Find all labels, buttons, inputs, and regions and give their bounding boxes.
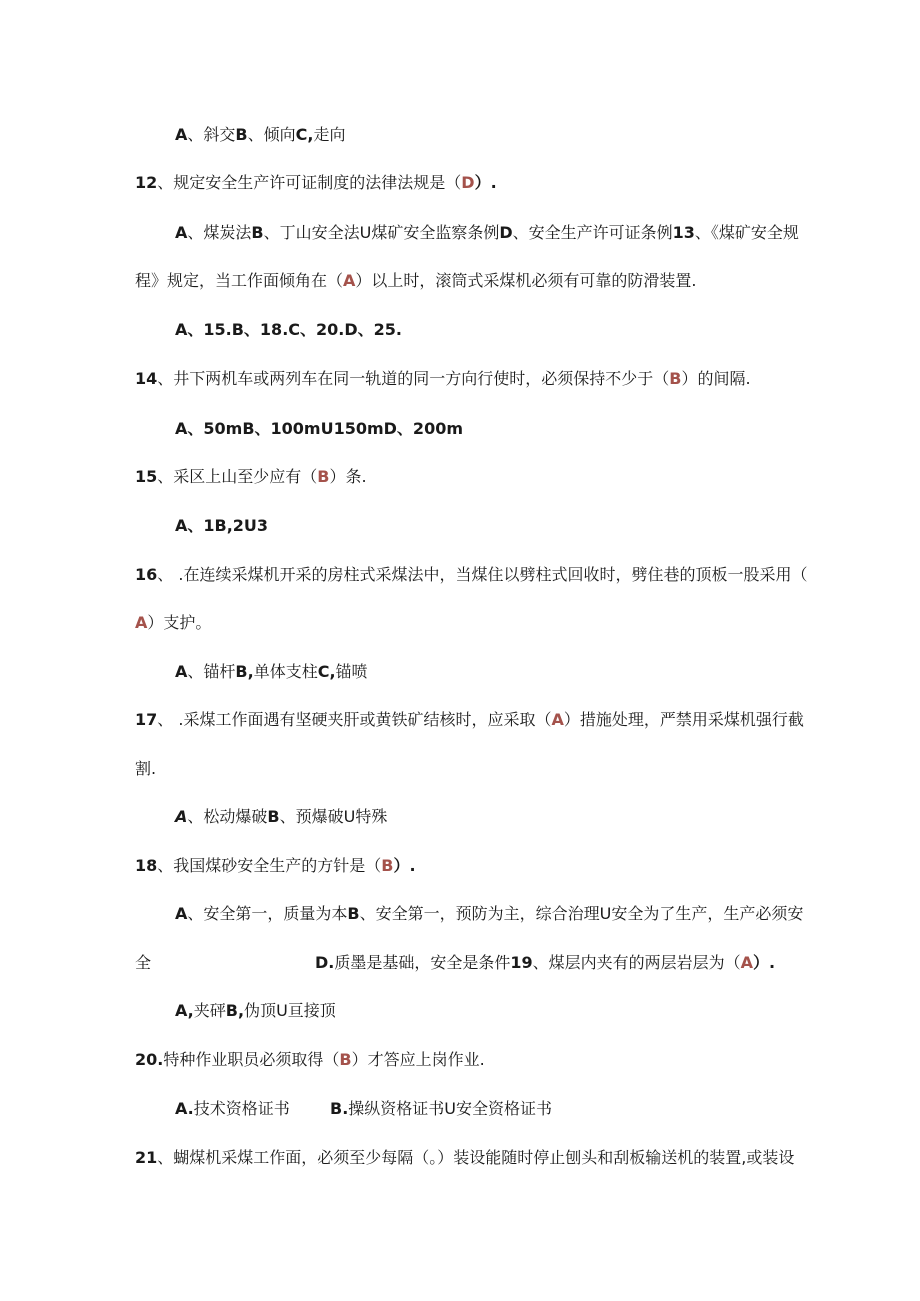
question-17: 17、 .采煤工作面遇有坚硬夹肝或黄铁矿结核时，应采取（A）措施处理，严禁用采煤机强行截 [135,710,804,729]
question-15: 15、采区上山至少应有（B）条. [135,467,367,486]
answer-16: A [135,613,148,632]
option-line-15: A、1B,2U3 [175,516,269,535]
question-14: 14、井下两机车或两列车在同一轨道的同一方向行使时，必须保持不少于（B）的间隔. [135,369,751,388]
answer-18: B [381,856,394,875]
option-line-17: A、松动爆破B、预爆破U特殊 [175,807,388,826]
question-16: 16、 .在连续采煤机开采的房柱式采煤法中，当煤住以劈柱式回收时，劈住巷的顶板一股采用（ [135,565,808,584]
option-line-18: A、安全第一，质量为本B、安全第一，预防为主，综合治理U安全为了生产，生产必须安 [175,904,804,923]
answer-15: B [317,467,330,486]
question-16-cont: A）支护。 [135,613,212,632]
question-17-cont: 割. [135,759,157,778]
option-line-20b: B.操纵资格证书U安全资格证书 [330,1099,552,1118]
answer-20: B [339,1050,352,1069]
option-line-18-cont: 全 [135,953,152,972]
option-line-12: A、煤炭法B、丁山安全法U煤矿安全监察条例D、安全生产许可证条例13、《煤矿安全规 [175,223,799,242]
option-line-14: A、50mB、100mU150mD、200m [175,419,464,438]
answer-19: A [740,953,754,972]
question-19: D.质墨是基础，安全是条件19、煤层内夹有的两层岩层为（A）. [315,953,776,972]
question-21: 21、蝴煤机采煤工作面，必须至少每隔（。）装设能随时停止刨头和刮板输送机的装置,或装设 [135,1148,795,1167]
option-line-16: A、锚杆B,单体支柱C,锚喷 [175,662,368,681]
option-line-11: A、斜交B、倾向C,走向 [175,125,346,144]
question-20: 20.特种作业职员必须取得（B）才答应上岗作业. [135,1050,485,1069]
answer-17: A [551,710,564,729]
question-13-cont: 程》规定，当工作面倾角在（A）以上时，滚筒式采煤机必须有可靠的防滑装置. [135,271,697,290]
option-line-20a: A.技术资格证书 [175,1099,290,1118]
answer-12: D [461,173,475,192]
option-line-13: A、15.B、18.C、20.D、25. [175,320,402,339]
question-12: 12、规定安全生产许可证制度的法律法规是（D）. [135,173,497,192]
answer-14: B [669,369,682,388]
option-line-19: A,夹砰B,伪顶U亘接顶 [175,1001,336,1020]
question-18: 18、我国煤砂安全生产的方针是（B）. [135,856,416,875]
answer-13: A [343,271,356,290]
